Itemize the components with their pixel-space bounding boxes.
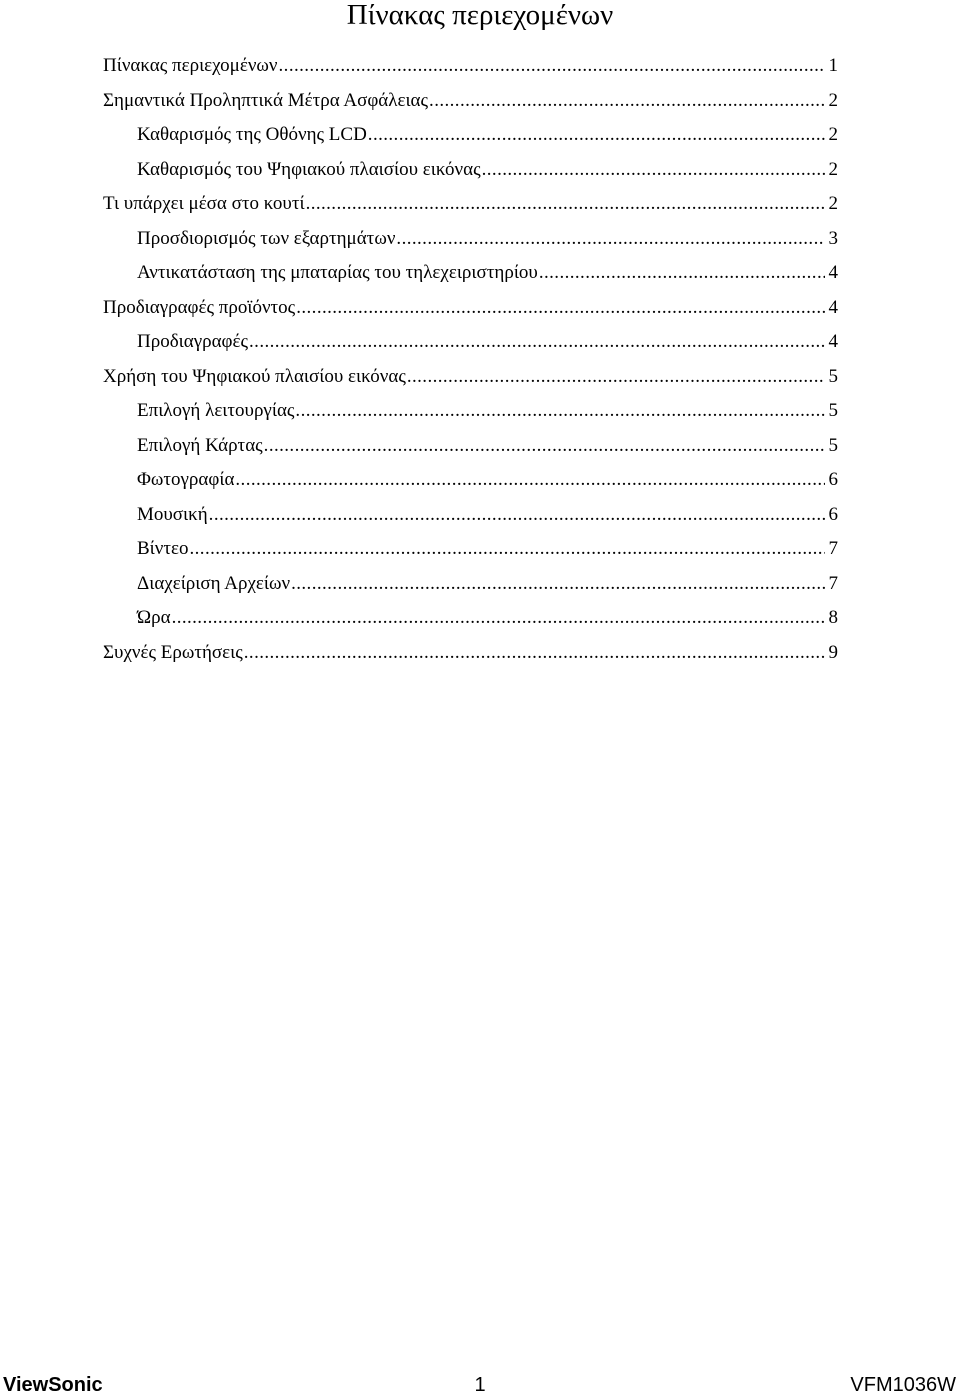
toc-entry-label: Συχνές Ερωτήσεις <box>103 641 243 663</box>
toc-entry-page: 2 <box>828 124 838 145</box>
toc-entry-label: Σημαντικά Προληπτικά Μέτρα Ασφάλειας <box>103 89 429 111</box>
footer-brand: ViewSonic <box>3 1374 103 1396</box>
toc-entry-page: 4 <box>828 262 838 283</box>
page-title: Πίνακας περιεχομένων <box>346 0 614 31</box>
toc-entry-page: 1 <box>828 55 838 76</box>
footer-page-number: 1 <box>474 1374 486 1396</box>
toc-entry-label: Επιλογή Κάρτας <box>137 434 263 456</box>
toc-dot-leader <box>296 291 824 326</box>
toc-dot-leader <box>295 394 824 429</box>
toc-dot-leader <box>244 636 825 671</box>
toc-dot-leader <box>249 325 824 360</box>
toc-entry-page: 4 <box>828 331 838 352</box>
toc-entry[interactable] <box>103 84 838 119</box>
toc-entry[interactable] <box>103 498 838 533</box>
toc-entry-label: Πίνακας περιεχομένων <box>103 55 278 76</box>
toc-dot-leader <box>172 601 825 636</box>
toc-entry-page: 2 <box>828 158 838 180</box>
toc-entry-label: Καθαρισμός της Οθόνης LCD <box>137 124 367 145</box>
toc-entry-page: 2 <box>828 193 838 214</box>
toc-entry[interactable] <box>103 222 838 257</box>
toc-entry[interactable] <box>103 394 838 429</box>
toc-entry-page: 6 <box>828 469 838 490</box>
table-of-contents <box>103 49 838 670</box>
toc-entry[interactable] <box>103 153 838 188</box>
toc-entry-label: Προδιαγραφές <box>137 331 249 352</box>
toc-entry-label: Καθαρισμός του Ψηφιακού πλαισίου εικόνας <box>137 158 481 180</box>
toc-entry[interactable] <box>103 291 838 326</box>
toc-dot-leader <box>407 360 825 395</box>
toc-entry[interactable] <box>103 187 838 222</box>
toc-dot-leader <box>429 84 824 119</box>
toc-entry-label: Ώρα <box>137 607 171 628</box>
toc-entry-page: 3 <box>828 227 838 249</box>
toc-entry-label: Τι υπάρχει μέσα στο κουτί <box>103 193 305 214</box>
toc-entry[interactable] <box>103 532 838 567</box>
toc-entry[interactable] <box>103 256 838 291</box>
toc-entry-label: Μουσική <box>137 503 208 525</box>
page-footer <box>0 1373 960 1398</box>
toc-entry-page: 5 <box>828 365 838 387</box>
toc-entry-page: 7 <box>828 572 838 594</box>
toc-entry[interactable] <box>103 463 838 498</box>
toc-entry-page: 6 <box>828 503 838 525</box>
toc-dot-leader <box>190 532 825 567</box>
toc-dot-leader <box>396 222 824 257</box>
toc-dot-leader <box>539 256 825 291</box>
toc-dot-leader <box>482 153 825 188</box>
toc-entry[interactable] <box>103 429 838 464</box>
toc-entry-page: 9 <box>828 641 838 663</box>
toc-dot-leader <box>368 118 825 153</box>
toc-entry[interactable] <box>103 49 838 84</box>
toc-dot-leader <box>264 429 825 464</box>
toc-entry-label: Διαχείριση Αρχείων <box>137 572 291 594</box>
toc-entry-page: 8 <box>828 607 838 628</box>
toc-dot-leader <box>279 49 825 84</box>
toc-entry[interactable] <box>103 325 838 360</box>
toc-entry[interactable] <box>103 567 838 602</box>
toc-entry[interactable] <box>103 636 838 671</box>
toc-dot-leader <box>291 567 824 602</box>
toc-entry-label: Αντικατάσταση της μπαταρίας του τηλεχειριστηρίου <box>137 262 538 283</box>
toc-dot-leader <box>235 463 824 498</box>
toc-entry-label: Φωτογραφία <box>137 469 235 490</box>
toc-entry-label: Επιλογή λειτουργίας <box>137 400 295 421</box>
toc-dot-leader <box>209 498 825 533</box>
toc-entry-page: 5 <box>828 434 838 456</box>
toc-dot-leader <box>306 187 825 222</box>
toc-entry[interactable] <box>103 118 838 153</box>
toc-entry-page: 5 <box>828 400 838 421</box>
toc-entry[interactable] <box>103 601 838 636</box>
toc-entry-label: Προσδιορισμός των εξαρτημάτων <box>137 227 396 249</box>
toc-entry-label: Χρήση του Ψηφιακού πλαισίου εικόνας <box>103 365 406 387</box>
footer-model: VFM1036W <box>850 1374 956 1396</box>
toc-entry-page: 7 <box>828 538 838 559</box>
toc-entry-label: Προδιαγραφές προϊόντος <box>103 296 296 318</box>
toc-entry-label: Βίντεο <box>137 538 189 559</box>
toc-entry-page: 2 <box>828 89 838 111</box>
toc-entry[interactable] <box>103 360 838 395</box>
toc-entry-page: 4 <box>828 296 838 318</box>
